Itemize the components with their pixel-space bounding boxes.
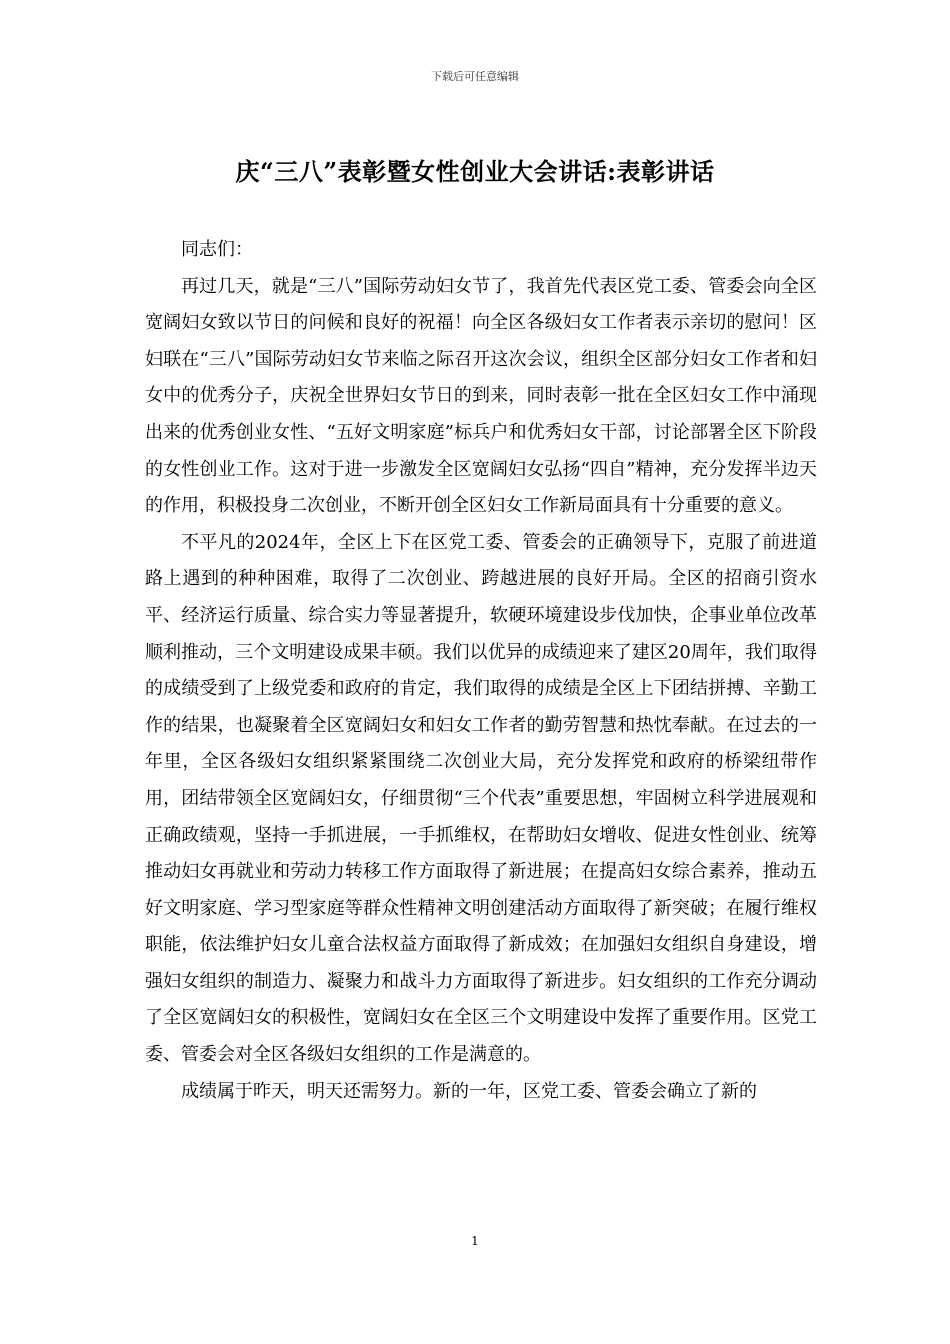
page-number: 1 [471,1234,479,1248]
paragraph-3: 成绩属于昨天，明天还需努力。新的一年，区党工委、管委会确立了新的 [181,1080,757,1102]
paragraph-1: 再过几天，就是“三八”国际劳动妇女节了，我首先代表区党工委、管委会向全区宽阔妇女致以节日的问候和良好的祝福！向全区各级妇女工作者表示亲切的慰问！区妇联在“三八”国际劳动妇女节来临之际召开这次会议，组织全区部分妇女工作者和妇女中的优秀分子，庆祝全世界妇女节日的到来，同时表彰一批在全区妇女工作中涌现出来的优秀创业女性、“五好文明家庭”标兵户和优秀妇女干部，讨论部署全区下阶段的女性创业工作。这对于进一步激发全区宽阔妇女弘扬“四自”精神，充分发挥半边天的作用，积极投身二次创业，不断开创全区妇女工作新局面具有十分重要的意义。 [145,275,817,517]
header-note: 下载后可任意编辑 [431,70,519,83]
document-title: 庆“三八”表彰暨女性创业大会讲话:表彰讲话 [235,157,715,186]
salutation: 同志们： [181,239,253,260]
document-body [145,232,817,1110]
paragraph-2: 不平凡的2024年，全区上下在区党工委、管委会的正确领导下，克服了前进道路上遇到的种种困难，取得了二次创业、跨越进展的良好开局。全区的招商引资水平、经济运行质量、综合实力等显著提升，软硬环境建设步伐加快，企事业单位改革顺利推动，三个文明建设成果丰硕。我们以优异的成绩迎来了建区20周年，我们取得的成绩受到了上级党委和政府的肯定，我们取得的成绩是全区上下团结拼搏、辛勤工作的结果，也凝聚着全区宽阔妇女和妇女工作者的勤劳智慧和热忱奉献。在过去的一年里，全区各级妇女组织紧紧围绕二次创业大局，充分发挥党和政府的桥梁纽带作用，团结带领全区宽阔妇女，仔细贯彻“三个代表”重要思想，牢固树立科学进展观和正确政绩观，坚持一手抓进展，一手抓维权，在帮助妇女增收、促进女性创业、统筹推动妇女再就业和劳动力转移工作方面取得了新进展；在提高妇女综合素养，推动五好文明家庭、学习型家庭等群众性精神文明创建活动方面取得了新突破；在履行维权职能，依法维护妇女儿童合法权益方面取得了新成效；在加强妇女组织自身建设，增强妇女组织的制造力、凝聚力和战斗力方面取得了新进步。妇女组织的工作充分调动了全区宽阔妇女的积极性，宽阔妇女在全区三个文明建设中发挥了重要作用。区党工委、管委会对全区各级妇女组织的工作是满意的。 [145,531,817,1066]
